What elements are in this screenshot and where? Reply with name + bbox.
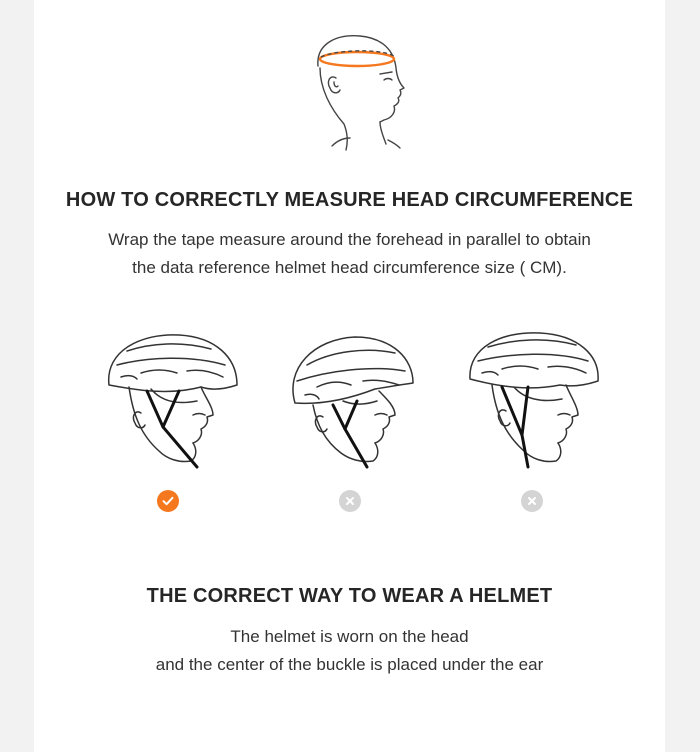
helmet-incorrect-illustration-2	[466, 325, 616, 480]
x-icon	[521, 490, 543, 512]
wear-description-line2: and the center of the buckle is placed under the ear	[155, 655, 544, 674]
measure-description-line2: the data reference helmet head circumference size ( CM).	[132, 258, 567, 277]
measure-title: HOW TO CORRECTLY MEASURE HEAD CIRCUMFERENCE	[65, 189, 634, 211]
wear-title: THE CORRECT WAY TO WEAR A HELMET	[146, 585, 553, 607]
helmet-incorrect-illustration-1	[283, 325, 433, 480]
helmet-correct-illustration	[101, 325, 251, 480]
wear-description-line1: The helmet is worn on the head	[230, 627, 469, 646]
check-icon	[157, 490, 179, 512]
wear-description	[34, 623, 665, 679]
product-info-panel	[34, 0, 665, 752]
head-measure-icon	[304, 28, 424, 158]
measure-description-line1: Wrap the tape measure around the forehead in parallel to obtain	[108, 230, 591, 249]
measure-description	[34, 226, 665, 282]
x-icon	[339, 490, 361, 512]
